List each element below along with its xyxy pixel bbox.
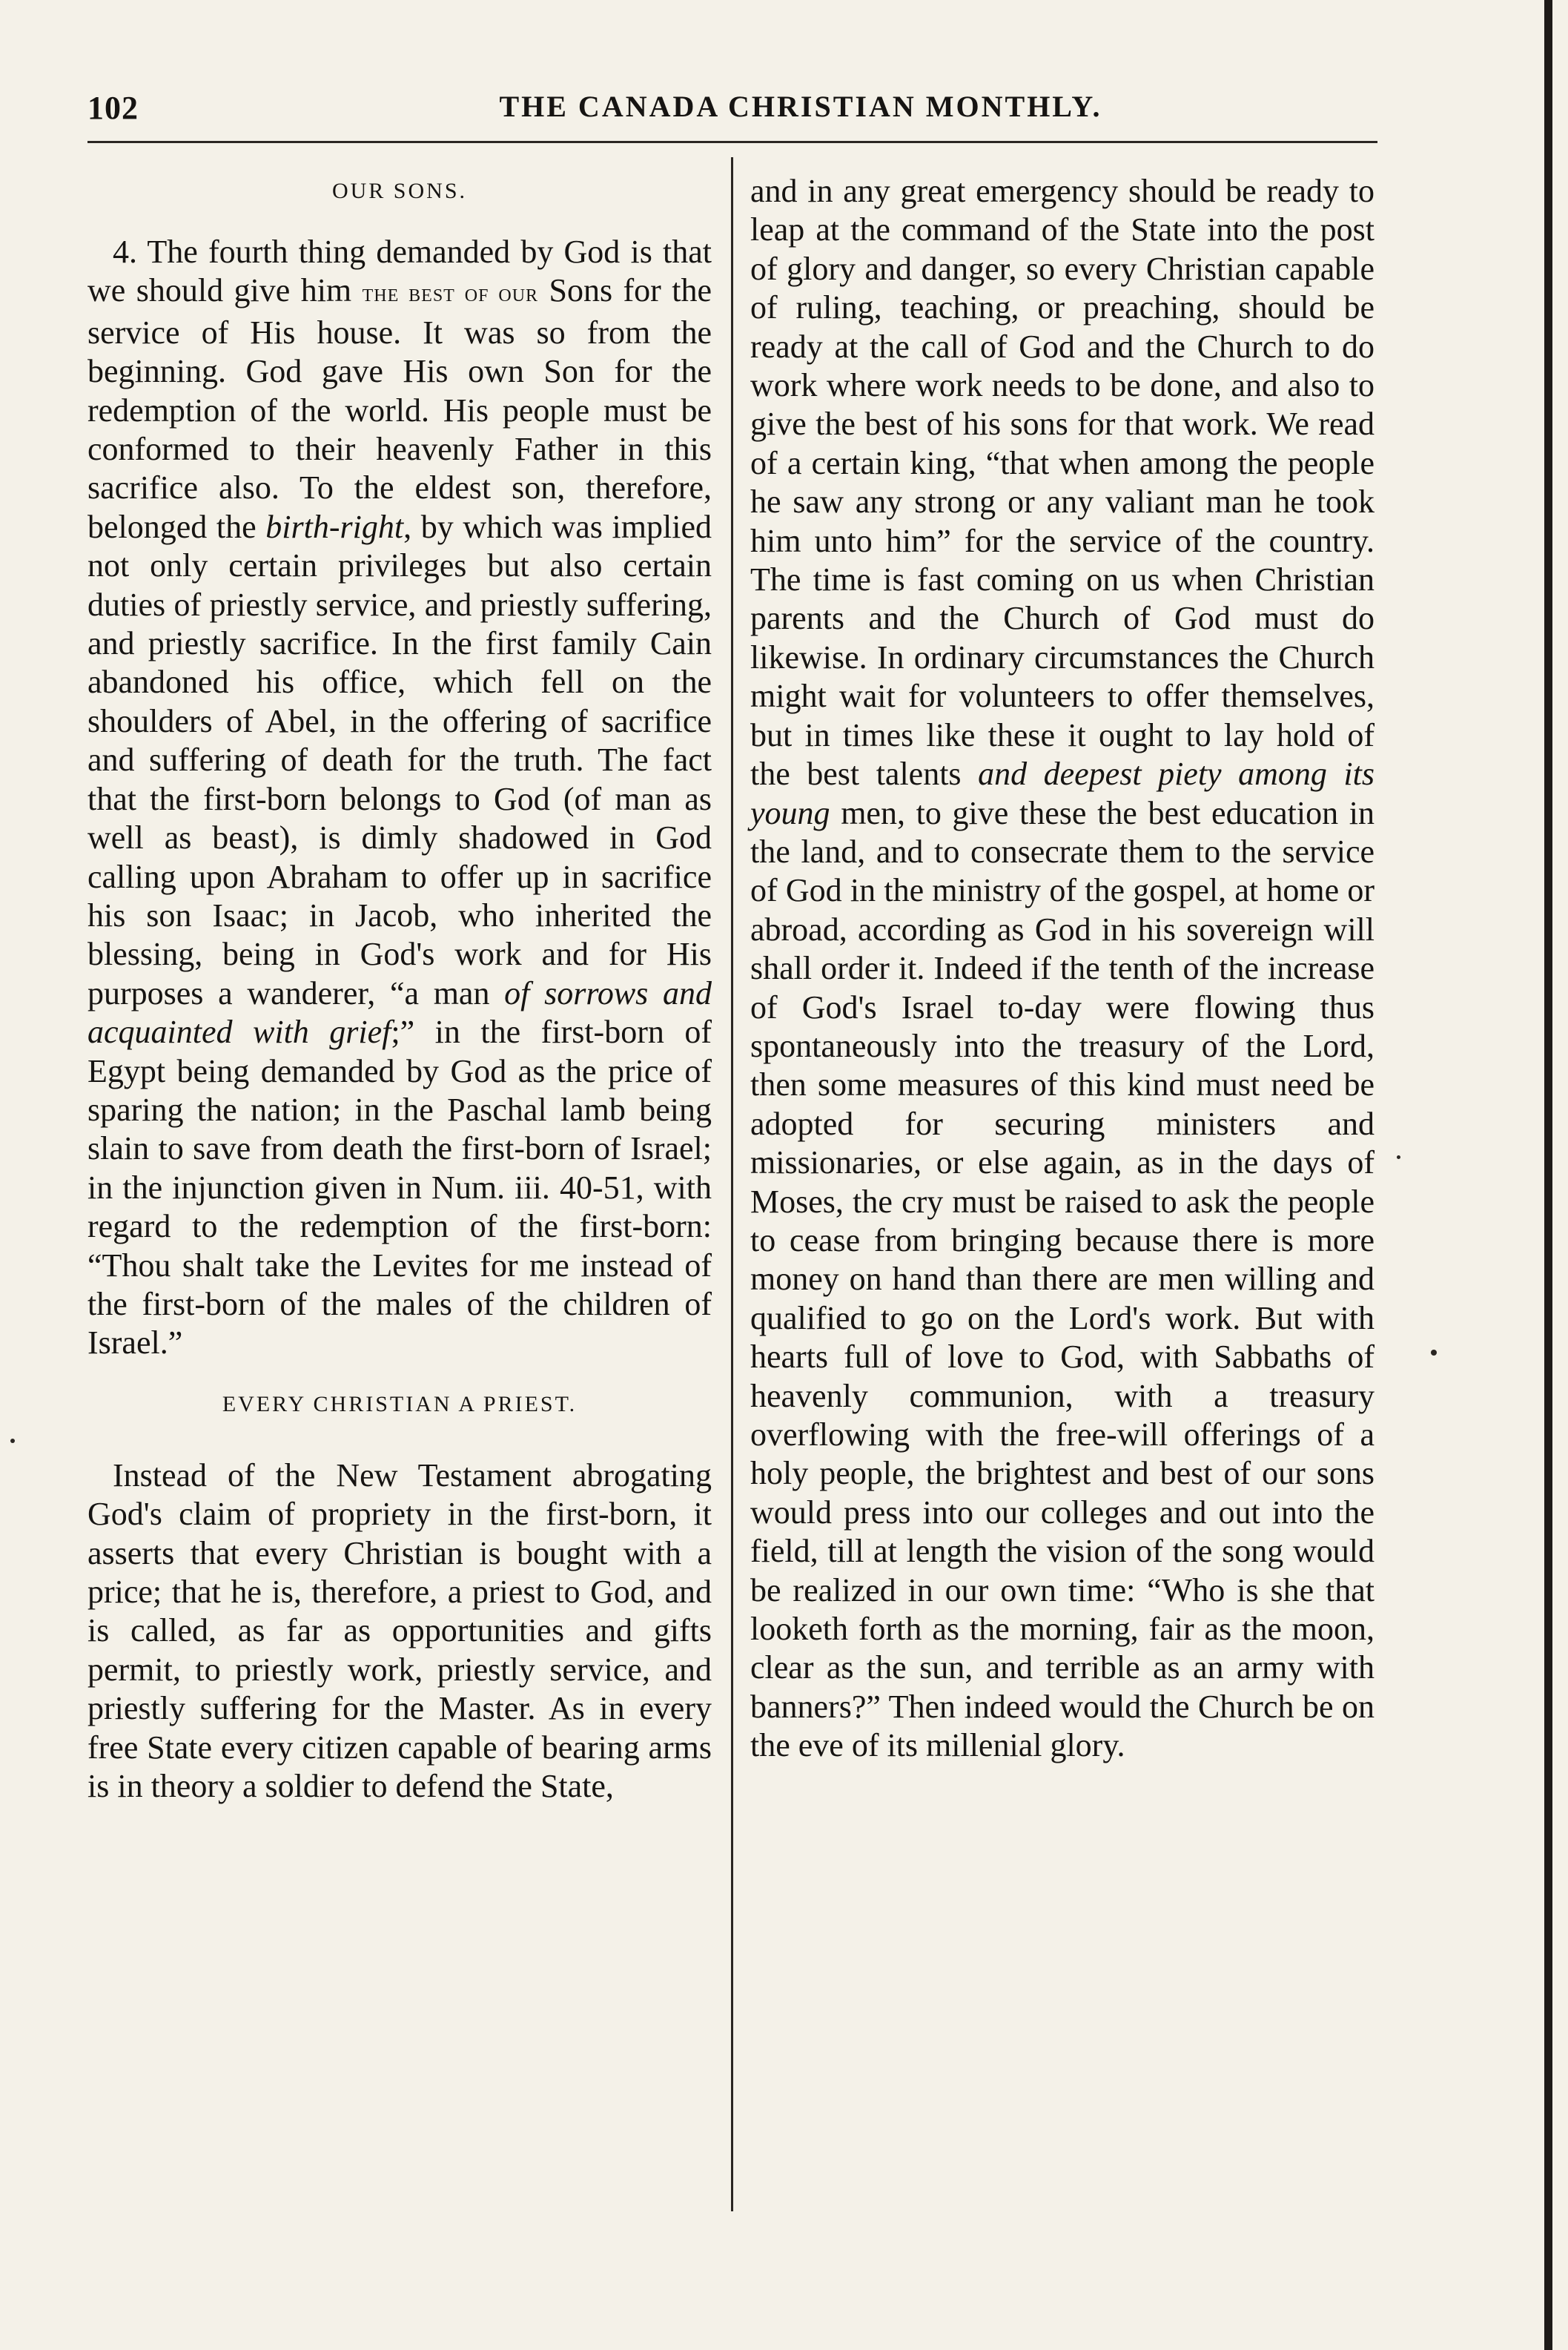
paragraph-text: Sons for the service of His house. It was so from the beginning. God gave His own Son for the redemption of the world. His people must be conformed to their heavenly Father in this sacrifice also. To the eldest son, therefore, belonged the <box>87 272 712 545</box>
page-edge-bar <box>1544 0 1552 2350</box>
italic-text: of sorrows and acquainted with grief <box>87 974 712 1051</box>
running-head: THE CANADA CHRISTIAN MONTHLY. <box>499 90 1102 123</box>
page-number: 102 <box>87 90 139 126</box>
smallcaps-text: the best of our <box>362 280 539 308</box>
print-speck <box>1431 1350 1437 1356</box>
paragraph-text: , by which was implied not only certain privileges but also certain duties of priestly service, and priestly suffering, and priestly sacrifice. In the first family Cain abandoned his office, which fell on the shoulders of Abel, in the offering of sacrifice and suffering of death for the truth. The fact that the first-born belongs to God (of man as well as beast), is dimly shadowed in God calling upon Abraham to offer up in sacrifice his son Isaac; in Jacob, who inherited the blessing, being in God's work and for His purposes a wanderer, “a man <box>87 508 712 1011</box>
section-heading-every-christian-a-priest: EVERY CHRISTIAN A PRIEST. <box>222 1391 578 1416</box>
italic-text: and deepest piety among its young <box>750 756 1375 831</box>
header-rule <box>87 141 1377 143</box>
print-speck <box>10 1439 15 1443</box>
paragraph-text: and in any great emergency should be ready to leap at the command of the State into the post of glory and danger, so every Christian capable of ruling, teaching, or preaching, should be ready at the call of God and the Church to do work where work needs to be done, and also to give the best of his sons for that work. We read of a certain king, “that when among the people he saw any strong or any valiant man he took him unto him” for the service of the country. The time is fast coming on us when Christian parents and the Church of God must do likewise. In ordinary circumstances the Church might wait for volunteers to offer themselves, but in times like these it ought to lay hold of the best talents <box>750 173 1375 793</box>
paragraph-text: men, to give these the best education in the land, and to consecrate them to the service of God in the ministry of the gospel, at home or abroad, according as God in his sovereign will shall order it. Indeed if the tenth of the increase of God's Israel to-day were flowing thus spontaneously into the treasury of the Lord, then some measures of this kind must need be adopted for securing ministers and missionaries, or else again, as in the days of Moses, the cry must be raised to ask the people to cease from bringing because there is more money on hand than there are men willing and qualified to go on the Lord's work. But with hearts full of love to God, with Sabbaths of heavenly communion, with a treasury overflowing with the free-will offerings of a holy people, the brightest and best of our sons would press into our colleges and out into the field, till at length the vision of the song would be realized in our own time: “Who is she that looketh forth as the morning, fair as the moon, clear as the sun, and terrible as an army with banners?” Then indeed would the Church be on the eve of its millenial glory. <box>750 794 1375 1764</box>
print-speck <box>1397 1155 1400 1159</box>
paragraph-text: ;” in the first-born of Egypt being demanded by God as the price of sparing the nation; in the Paschal lamb being slain to save from death the first-born of Israel; in the injunction given in Num. iii. 40-51, with regard to the redemption of the first-born: “Thou shalt take the Levites for me instead of the first-born of the males of the children of Israel.” <box>87 1014 712 1362</box>
paragraph-text: 4. The fourth thing demanded by God is that we should give him <box>87 234 712 309</box>
paragraph-continued <box>750 172 1375 1766</box>
italic-text: birth-right <box>265 508 404 545</box>
section-heading-our-sons: OUR SONS. <box>331 179 468 203</box>
column-divider <box>731 157 733 2211</box>
right-column <box>750 172 1375 1766</box>
left-column <box>87 172 712 1806</box>
paragraph-new-testament: Instead of the New Testament abrogating God's claim of propriety in the first-born, it asserts that every Christian is bought with a price; that he is, therefore, a priest to God, and is called, as far as opportunities and gifts permit, to priestly work, priestly service, and priestly suffering for the Master. As in every free State every citizen capable of bearing arms is in theory a soldier to defend the State, <box>87 1456 712 1805</box>
paragraph-fourth-thing <box>87 233 712 1363</box>
